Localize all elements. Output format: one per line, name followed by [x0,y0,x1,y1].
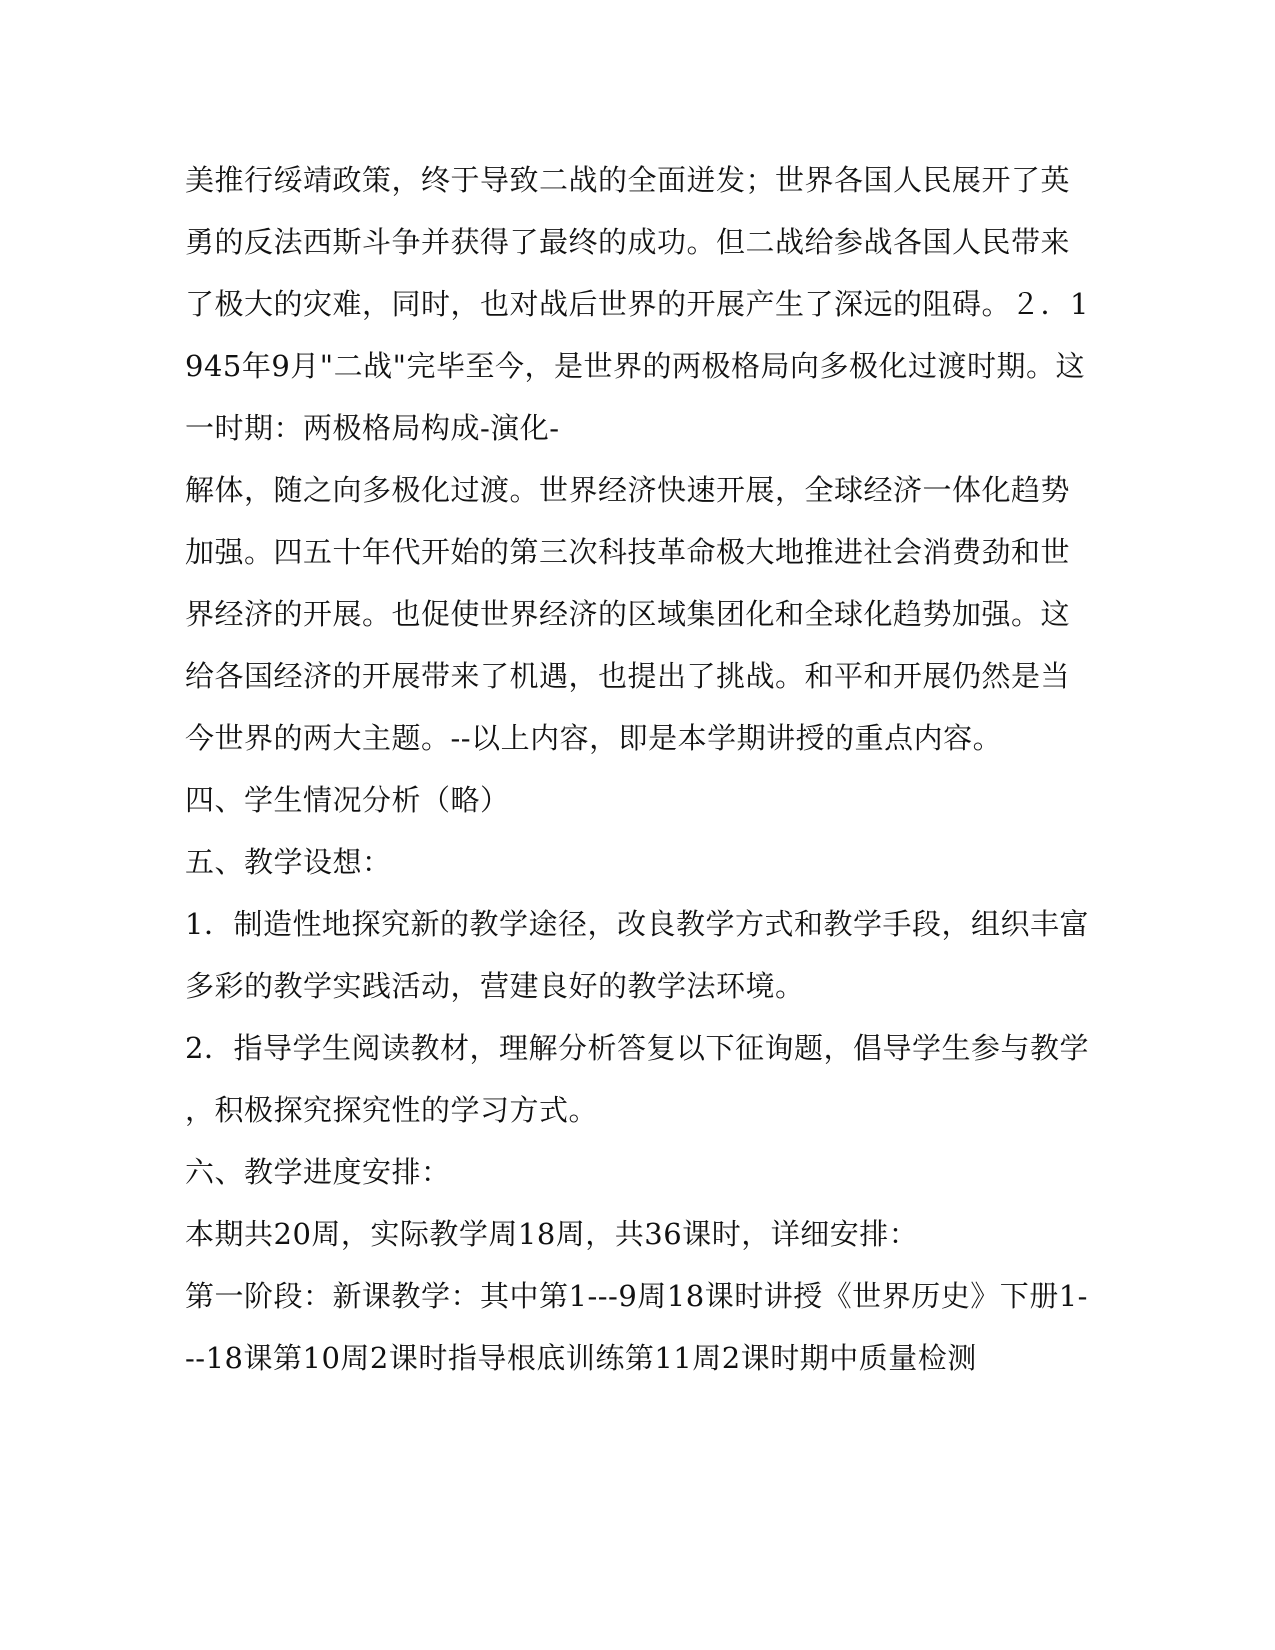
text-line: 一时期：两极格局构成-演化- [185,411,560,445]
text-line: --18课第10周2课时指导根底训练第11周2课时期中质量检测 [185,1341,977,1375]
text-line: 第一阶段：新课教学：其中第1---9周18课时讲授《世界历史》下册1- [185,1279,1088,1313]
section-heading: 四、学生情况分析（略） [185,783,510,817]
text-line: 2．指导学生阅读教材，理解分析答复以下征询题，倡导学生参与教学 [185,1031,1089,1065]
text-line: ，积极探究探究性的学习方式。 [185,1093,599,1127]
section-heading: 六、教学进度安排： [185,1155,451,1189]
text-line: 给各国经济的开展带来了机遇，也提出了挑战。和平和开展仍然是当 [185,659,1071,693]
text-line: 多彩的教学实践活动，营建良好的教学法环境。 [185,969,805,1003]
text-line: 加强。四五十年代开始的第三次科技革命极大地推进社会消费劲和世 [185,535,1071,569]
text-line: 今世界的两大主题。--以上内容，即是本学期讲授的重点内容。 [185,721,1003,755]
text-line: 解体，随之向多极化过渡。世界经济快速开展，全球经济一体化趋势 [185,473,1071,507]
section-heading: 五、教学设想： [185,845,392,879]
text-line: 界经济的开展。也促使世界经济的区域集团化和全球化趋势加强。这 [185,597,1071,631]
text-line: 1．制造性地探究新的教学途径，改良教学方式和教学手段，组织丰富 [185,907,1089,941]
text-line: 945年9月"二战"完毕至今，是世界的两极格局向多极化过渡时期。这 [185,349,1085,383]
text-line: 本期共20周，实际教学周18周，共36课时，详细安排： [185,1217,919,1251]
text-line: 了极大的灾难，同时，也对战后世界的开展产生了深远的阻碍。２．1 [185,287,1089,321]
text-line: 美推行绥靖政策，终于导致二战的全面迸发；世界各国人民展开了英 [185,163,1071,197]
text-line: 勇的反法西斯斗争并获得了最终的成功。但二战给参战各国人民带来 [185,225,1071,259]
